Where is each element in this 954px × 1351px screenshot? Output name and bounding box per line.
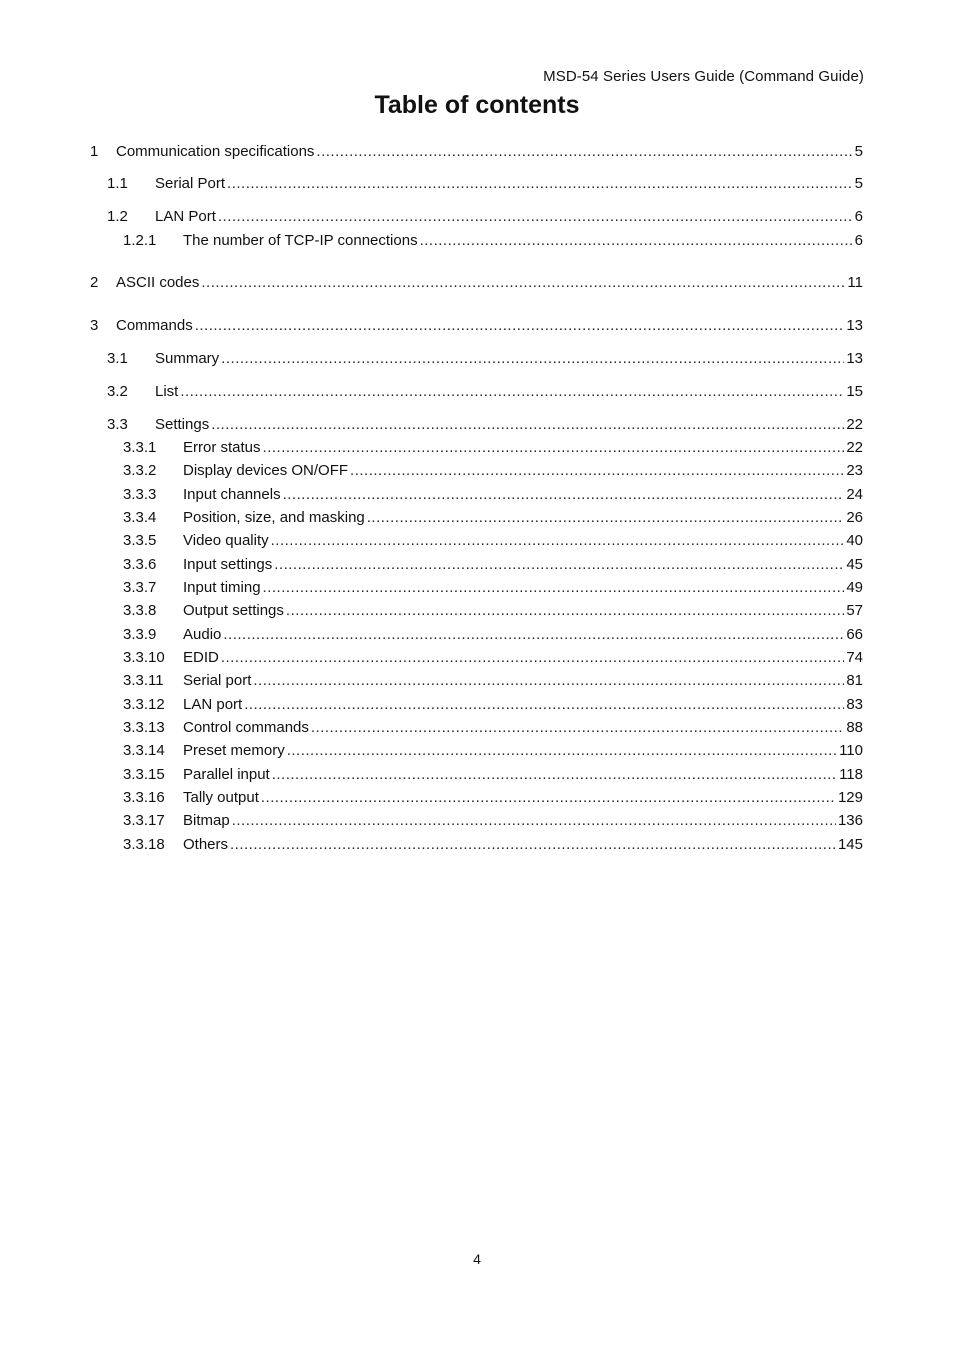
toc-entry-title: Parallel input (183, 766, 270, 783)
toc-entry[interactable] (0, 174, 954, 194)
dot-leader (195, 316, 845, 336)
toc-entry[interactable] (0, 811, 954, 831)
dot-leader (287, 741, 837, 761)
toc-entry[interactable] (0, 578, 954, 598)
toc-entry-title: List (155, 383, 179, 400)
dot-leader (244, 695, 844, 715)
toc-entry-title: Bitmap (183, 812, 230, 829)
toc-entry-number: 1.2 (107, 208, 128, 225)
toc-entry[interactable] (0, 788, 954, 808)
dot-leader (253, 671, 844, 691)
toc-entry[interactable] (0, 207, 954, 227)
toc-entry[interactable] (0, 835, 954, 855)
toc-entry-page: 11 (847, 274, 863, 291)
toc-entry-page: 136 (837, 812, 863, 829)
toc-entry[interactable] (0, 508, 954, 528)
toc-entry-number: 3.3.13 (123, 719, 165, 736)
running-header: MSD-54 Series Users Guide (Command Guide) (543, 68, 864, 85)
toc-entry-page: 5 (854, 175, 863, 192)
toc-entry[interactable] (0, 438, 954, 458)
toc-entry-page: 22 (846, 439, 863, 456)
toc-entry-number: 1 (90, 143, 99, 160)
toc-entry-page: 88 (846, 719, 863, 736)
toc-entry-title: Position, size, and masking (183, 509, 365, 526)
toc-entry-page: 40 (846, 532, 863, 549)
dot-leader (227, 174, 853, 194)
dot-leader (211, 415, 844, 435)
toc-entry[interactable] (0, 461, 954, 481)
toc-entry-page: 129 (837, 789, 863, 806)
toc-entry-page: 49 (846, 579, 863, 596)
toc-entry-title: The number of TCP-IP connections (183, 232, 418, 249)
dot-leader (263, 578, 845, 598)
toc-entry-title: EDID (183, 649, 219, 666)
toc-entry[interactable] (0, 718, 954, 738)
toc-entry-title: Commands (116, 317, 193, 334)
toc-entry[interactable] (0, 695, 954, 715)
toc-entry[interactable] (0, 415, 954, 435)
toc-entry[interactable] (0, 316, 954, 336)
dot-leader (261, 788, 836, 808)
dot-leader (350, 461, 844, 481)
toc-entry-number: 1.1 (107, 175, 128, 192)
toc-entry-number: 3.3.15 (123, 766, 165, 783)
dot-leader (223, 625, 844, 645)
toc-entry-number: 3.3.5 (123, 532, 157, 549)
toc-entry[interactable] (0, 485, 954, 505)
dot-leader (283, 485, 845, 505)
toc-entry[interactable] (0, 741, 954, 761)
toc-entry-page: 6 (854, 232, 863, 249)
toc-entry-title: Serial port (183, 672, 252, 689)
toc-entry-page: 110 (839, 742, 863, 759)
toc-entry-title: Output settings (183, 602, 284, 619)
dot-leader (420, 231, 853, 251)
toc-entry-page: 118 (839, 766, 863, 783)
dot-leader (221, 648, 844, 668)
toc-entry-title: LAN port (183, 696, 243, 713)
toc-entry-title: Summary (155, 350, 220, 367)
dot-leader (316, 142, 852, 162)
toc-entry-number: 3.3 (107, 416, 128, 433)
toc-entry[interactable] (0, 671, 954, 691)
toc-entry-number: 3.2 (107, 383, 128, 400)
toc-entry-number: 3.1 (107, 350, 128, 367)
toc-entry[interactable] (0, 349, 954, 369)
toc-entry[interactable] (0, 555, 954, 575)
toc-entry[interactable] (0, 382, 954, 402)
toc-entry-page: 83 (846, 696, 863, 713)
toc-entry-title: Settings (155, 416, 210, 433)
toc-entry[interactable] (0, 625, 954, 645)
toc-entry[interactable] (0, 231, 954, 251)
toc-entry-number: 1.2.1 (123, 232, 157, 249)
toc-entry-number: 3.3.17 (123, 812, 165, 829)
toc-entry-number: 3.3.7 (123, 579, 157, 596)
toc-entry[interactable] (0, 601, 954, 621)
toc-entry-page: 13 (846, 317, 863, 334)
dot-leader (272, 765, 837, 785)
toc-entry-page: 15 (846, 383, 863, 400)
toc-entry-number: 3.3.10 (123, 649, 165, 666)
dot-leader (221, 349, 844, 369)
toc-entry-title: Audio (183, 626, 222, 643)
toc-entry-page: 145 (837, 836, 863, 853)
toc-entry-number: 3.3.3 (123, 486, 157, 503)
dot-leader (286, 601, 844, 621)
toc-entry-page: 45 (846, 556, 863, 573)
dot-leader (218, 207, 853, 227)
toc-entry-number: 3.3.4 (123, 509, 157, 526)
toc-entry-title: Communication specifications (116, 143, 315, 160)
toc-entry-title: Display devices ON/OFF (183, 462, 349, 479)
toc-entry-number: 3.3.1 (123, 439, 157, 456)
toc-entry-title: Serial Port (155, 175, 226, 192)
toc-entry-number: 3 (90, 317, 99, 334)
dot-leader (274, 555, 844, 575)
toc-entry-number: 3.3.8 (123, 602, 157, 619)
toc-entry-title: Others (183, 836, 229, 853)
toc-entry-title: Preset memory (183, 742, 285, 759)
toc-entry-number: 3.3.11 (123, 672, 164, 689)
toc-entry-page: 13 (846, 350, 863, 367)
dot-leader (367, 508, 845, 528)
toc-entry[interactable] (0, 531, 954, 551)
toc-entry-title: Input channels (183, 486, 281, 503)
dot-leader (201, 273, 845, 293)
toc-entry-page: 81 (846, 672, 863, 689)
toc-entry[interactable] (0, 648, 954, 668)
dot-leader (263, 438, 845, 458)
toc-entry-title: Input timing (183, 579, 261, 596)
toc-entry-page: 57 (846, 602, 863, 619)
toc-entry-title: LAN Port (155, 208, 216, 225)
dot-leader (180, 382, 844, 402)
page-number: 4 (473, 1251, 481, 1267)
page-title: Table of contents (374, 91, 580, 119)
toc-entry-number: 3.3.12 (123, 696, 165, 713)
toc-entry-page: 22 (846, 416, 863, 433)
toc-entry-title: Video quality (183, 532, 269, 549)
toc-entry-page: 23 (846, 462, 863, 479)
toc-entry-number: 3.3.14 (123, 742, 165, 759)
toc-entry-page: 5 (854, 143, 863, 160)
toc-entry-number: 3.3.6 (123, 556, 157, 573)
toc-entry-title: Tally output (183, 789, 259, 806)
dot-leader (232, 811, 836, 831)
toc-entry-number: 3.3.2 (123, 462, 157, 479)
dot-leader (230, 835, 836, 855)
toc-entry-number: 3.3.18 (123, 836, 165, 853)
toc-entry-title: Error status (183, 439, 261, 456)
toc-entry[interactable] (0, 142, 954, 162)
toc-entry-page: 66 (846, 626, 863, 643)
toc-entry-number: 3.3.9 (123, 626, 157, 643)
toc-entry-page: 6 (854, 208, 863, 225)
toc-entry-number: 2 (90, 274, 99, 291)
toc-entry-title: ASCII codes (116, 274, 200, 291)
toc-entry-page: 24 (846, 486, 863, 503)
toc-entry[interactable] (0, 273, 954, 293)
toc-entry[interactable] (0, 765, 954, 785)
toc-entry-number: 3.3.16 (123, 789, 165, 806)
toc-entry-title: Input settings (183, 556, 273, 573)
dot-leader (271, 531, 845, 551)
toc-entry-title: Control commands (183, 719, 309, 736)
toc-entry-page: 26 (846, 509, 863, 526)
dot-leader (311, 718, 844, 738)
toc-entry-page: 74 (846, 649, 863, 666)
